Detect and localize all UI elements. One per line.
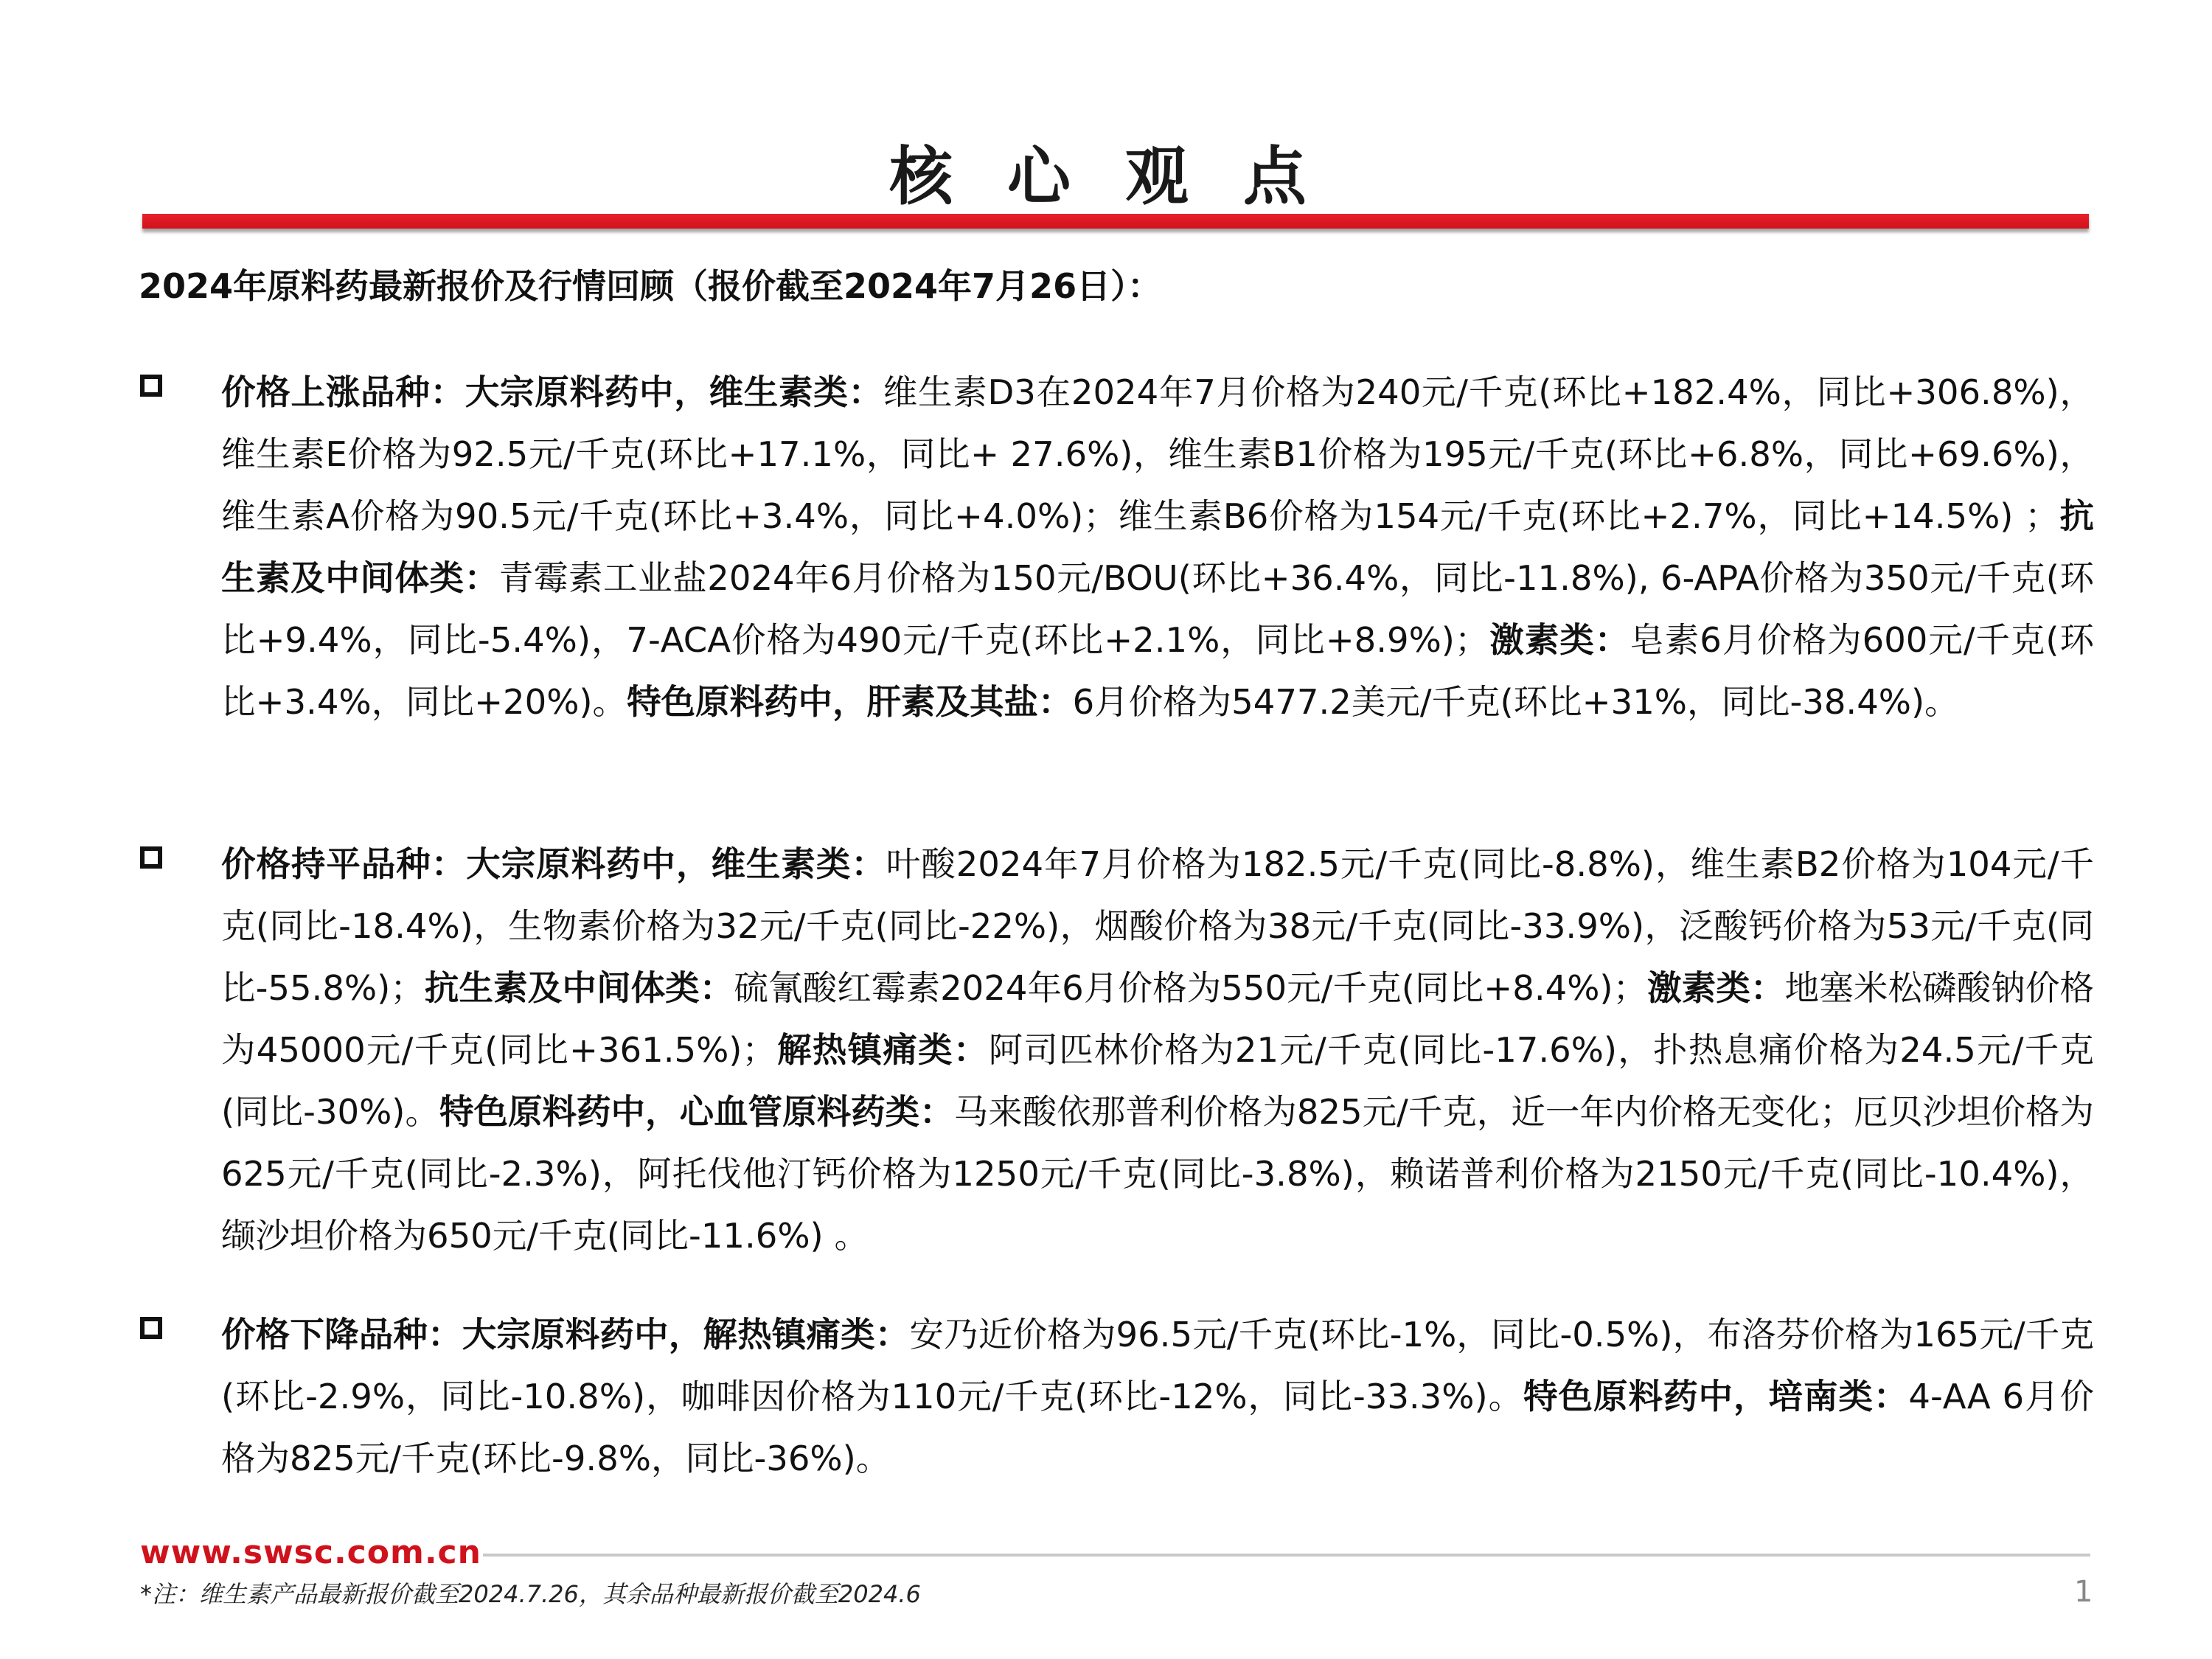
square-bullet-icon <box>140 1317 162 1339</box>
section-text: 价格持平品种：大宗原料药中，维生素类：叶酸2024年7月价格为182.5元/千克(同比-8.8%)，维生素B2价格为104元/千克(同比-18.4%)，生物素价格为32元/千克(同比-22%)，烟酸价格为38元/千克(同比-33.9%)，泛酸钙价格为53元/千克(同比-55.8%)；抗生素及中间体类：硫氰酸红霉素2024年6月价格为550元/千克(同比+8.4%)；激素类：地塞米松磷酸钠价格为45000元/千克(同比+361.5%)；解热镇痛类：阿司匹林价格为21元/千克(同比-17.6%)，扑热息痛价格为24.5元/千克(同比-30%)。特色原料药中，心血管原料药类：马来酸依那普利价格为825元/千克，近一年内价格无变化；厄贝沙坦价格为625元/千克(同比-2.3%)，阿托伐他汀钙价格为1250元/千克(同比-3.8%)，赖诺普利价格为2150元/千克(同比-10.4%)，缬沙坦价格为650元/千克(同比-11.6%) 。 <box>221 844 2095 1256</box>
square-bullet-icon <box>140 846 162 869</box>
footer-divider <box>483 1554 2090 1557</box>
page-title: 核 心 观 点 <box>889 140 1323 214</box>
footer-note: *注：维生素产品最新报价截至2024.7.26，其余品种最新报价截至2024.6 <box>140 1580 921 1608</box>
report-subtitle: 2024年原料药最新报价及行情回顾（报价截至2024年7月26日）： <box>139 266 1162 306</box>
square-bullet-icon <box>140 375 162 397</box>
title-underline-bar <box>142 214 2089 229</box>
footer-website-link[interactable]: www.swsc.com.cn <box>140 1534 481 1571</box>
section-text: 价格上涨品种：大宗原料药中，维生素类：维生素D3在2024年7月价格为240元/千克(环比+182.4%，同比+306.8%)，维生素E价格为92.5元/千克(环比+17.1%，同比+ 27.6%)，维生素B1价格为195元/千克(环比+6.8%，同比+69.6%)，维生素A价格为90.5元/千克(环比+3.4%，同比+4.0%)；维生素B6价格为154元/千克(环比+2.7%，同比+14.5%) ；抗生素及中间体类：青霉素工业盐2024年6月价格为150元/BOU(环比+36.4%，同比-11.8%), 6-APA价格为350元/千克(环比+9.4%，同比-5.4%)，7-ACA价格为490元/千克(环比+2.1%，同比+8.9%)；激素类：皂素6月价格为600元/千克(环比+3.4%，同比+20%)。特色原料药中，肝素及其盐：6月价格为5477.2美元/千克(环比+31%，同比-38.4%)。 <box>221 372 2095 722</box>
section-text: 价格下降品种：大宗原料药中，解热镇痛类：安乃近价格为96.5元/千克(环比-1%，同比-0.5%)，布洛芬价格为165元/千克(环比-2.9%，同比-10.8%)，咖啡因价格为110元/千克(环比-12%，同比-33.3%)。特色原料药中，培南类：4-AA 6月价格为825元/千克(环比-9.8%，同比-36%)。 <box>221 1315 2095 1478</box>
page-number: 1 <box>2074 1575 2093 1609</box>
